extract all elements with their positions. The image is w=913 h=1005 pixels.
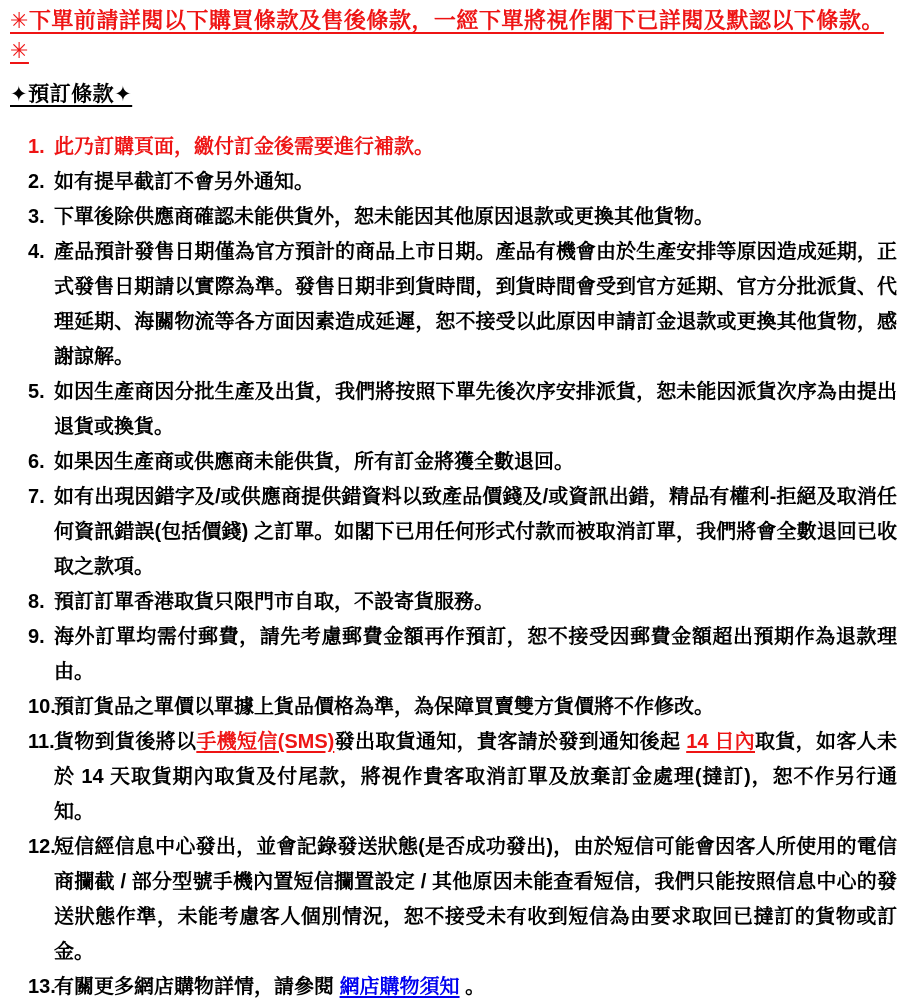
term-item: [10, 445, 897, 480]
term-item: [10, 725, 897, 830]
term-text: 預訂貨品之單價以單據上貨品價格為準，為保障買賣雙方貨價將不作修改。: [54, 696, 714, 718]
term-item: [10, 970, 897, 1005]
term-text: 如有出現因錯字及/或供應商提供錯資料以致產品價錢及/或資訊出錯，精品有權利-拒絕及取消任何資訊錯誤(包括價錢) 之訂單。如閣下已用任何形式付款而被取消訂單，我們將會全數退回已收取之款項。: [54, 486, 897, 578]
term-text: 此乃訂購頁面，繳付訂金後需要進行補款。: [54, 136, 434, 158]
term-item: [10, 165, 897, 200]
term-text: 短信經信息中心發出，並會記錄發送狀態(是否成功發出)，由於短信可能會因客人所使用的電信商攔截 / 部分型號手機內置短信攔置設定 / 其他原因未能查看短信，我們只能按照信息中心的發送狀態作準，未能考慮客人個別情況，恕不接受未有收到短信為由要求取回已撻訂的貨物或訂金。: [54, 836, 897, 963]
term-text: 下單後除供應商確認未能供貨外，恕未能因其他原因退款或更換其他貨物。: [54, 206, 714, 228]
term-number: 10.: [28, 696, 56, 718]
term-number: 12.: [28, 836, 56, 858]
term-text: 取貨，如客人未於 14 天取貨期內取貨及付尾款，將視作貴客取消訂單及放棄訂金處理(撻訂)，恕不作另行通知。: [54, 731, 898, 823]
term-number: 7.: [28, 486, 45, 508]
term-item: [10, 235, 897, 375]
term-number: 8.: [28, 591, 45, 613]
term-text: 產品預計發售日期僅為官方預計的商品上市日期。產品有機會由於生產安排等原因造成延期，正式發售日期請以實際為準。發售日期非到貨時間，到貨時間會受到官方延期、官方分批派貨、代理延期、海關物流等各方面因素造成延遲，恕不接受以此原因申請訂金退款或更換其他貨物，感謝諒解。: [54, 241, 897, 368]
term-item: [10, 690, 897, 725]
term-text: 如果因生產商或供應商未能供貨，所有訂金將獲全數退回。: [54, 451, 574, 473]
term-number: 9.: [28, 626, 45, 648]
shop-guide-link[interactable]: 網店購物須知: [339, 976, 460, 998]
term-item: [10, 375, 897, 445]
term-text: 如有提早截訂不會另外通知。: [54, 171, 314, 193]
term-item: [10, 830, 897, 970]
term-item: [10, 620, 897, 690]
term-text: 預訂訂單香港取貨只限門市自取，不設寄貨服務。: [54, 591, 494, 613]
section-title-preorder-terms: ✦預訂條款✦: [10, 83, 133, 106]
term-text: 海外訂單均需付郵費，請先考慮郵費金額再作預訂，恕不接受因郵費金額超出預期作為退款理由。: [54, 626, 897, 683]
term-number: 13.: [28, 976, 56, 998]
term-text: 手機短信(SMS): [196, 731, 335, 753]
term-text: 。: [459, 976, 486, 998]
term-text: 有關更多網店購物詳情，請參閱: [54, 976, 340, 998]
term-number: 6.: [28, 451, 45, 473]
term-text: 發出取貨通知，貴客請於發到通知後起: [334, 731, 687, 753]
term-text: 貨物到貨後將以: [54, 731, 197, 753]
term-item: [10, 130, 897, 165]
term-number: 4.: [28, 241, 45, 263]
term-item: [10, 585, 897, 620]
term-number: 5.: [28, 381, 45, 403]
term-text: 14 日內: [686, 731, 756, 753]
term-number: 11.: [28, 731, 55, 753]
term-number: 3.: [28, 206, 45, 228]
term-number: 1.: [28, 136, 45, 158]
term-text: 如因生產商因分批生產及出貨，我們將按照下單先後次序安排派貨，恕未能因派貨次序為由提出退貨或換貨。: [54, 381, 897, 438]
term-item: [10, 200, 897, 235]
term-item: [10, 480, 897, 585]
pre-order-warning-banner: ✳下單前請詳閱以下購買條款及售後條款，一經下單將視作閣下已詳閱及默認以下條款。✳: [10, 8, 884, 63]
terms-list: [10, 130, 897, 1005]
term-number: 2.: [28, 171, 45, 193]
